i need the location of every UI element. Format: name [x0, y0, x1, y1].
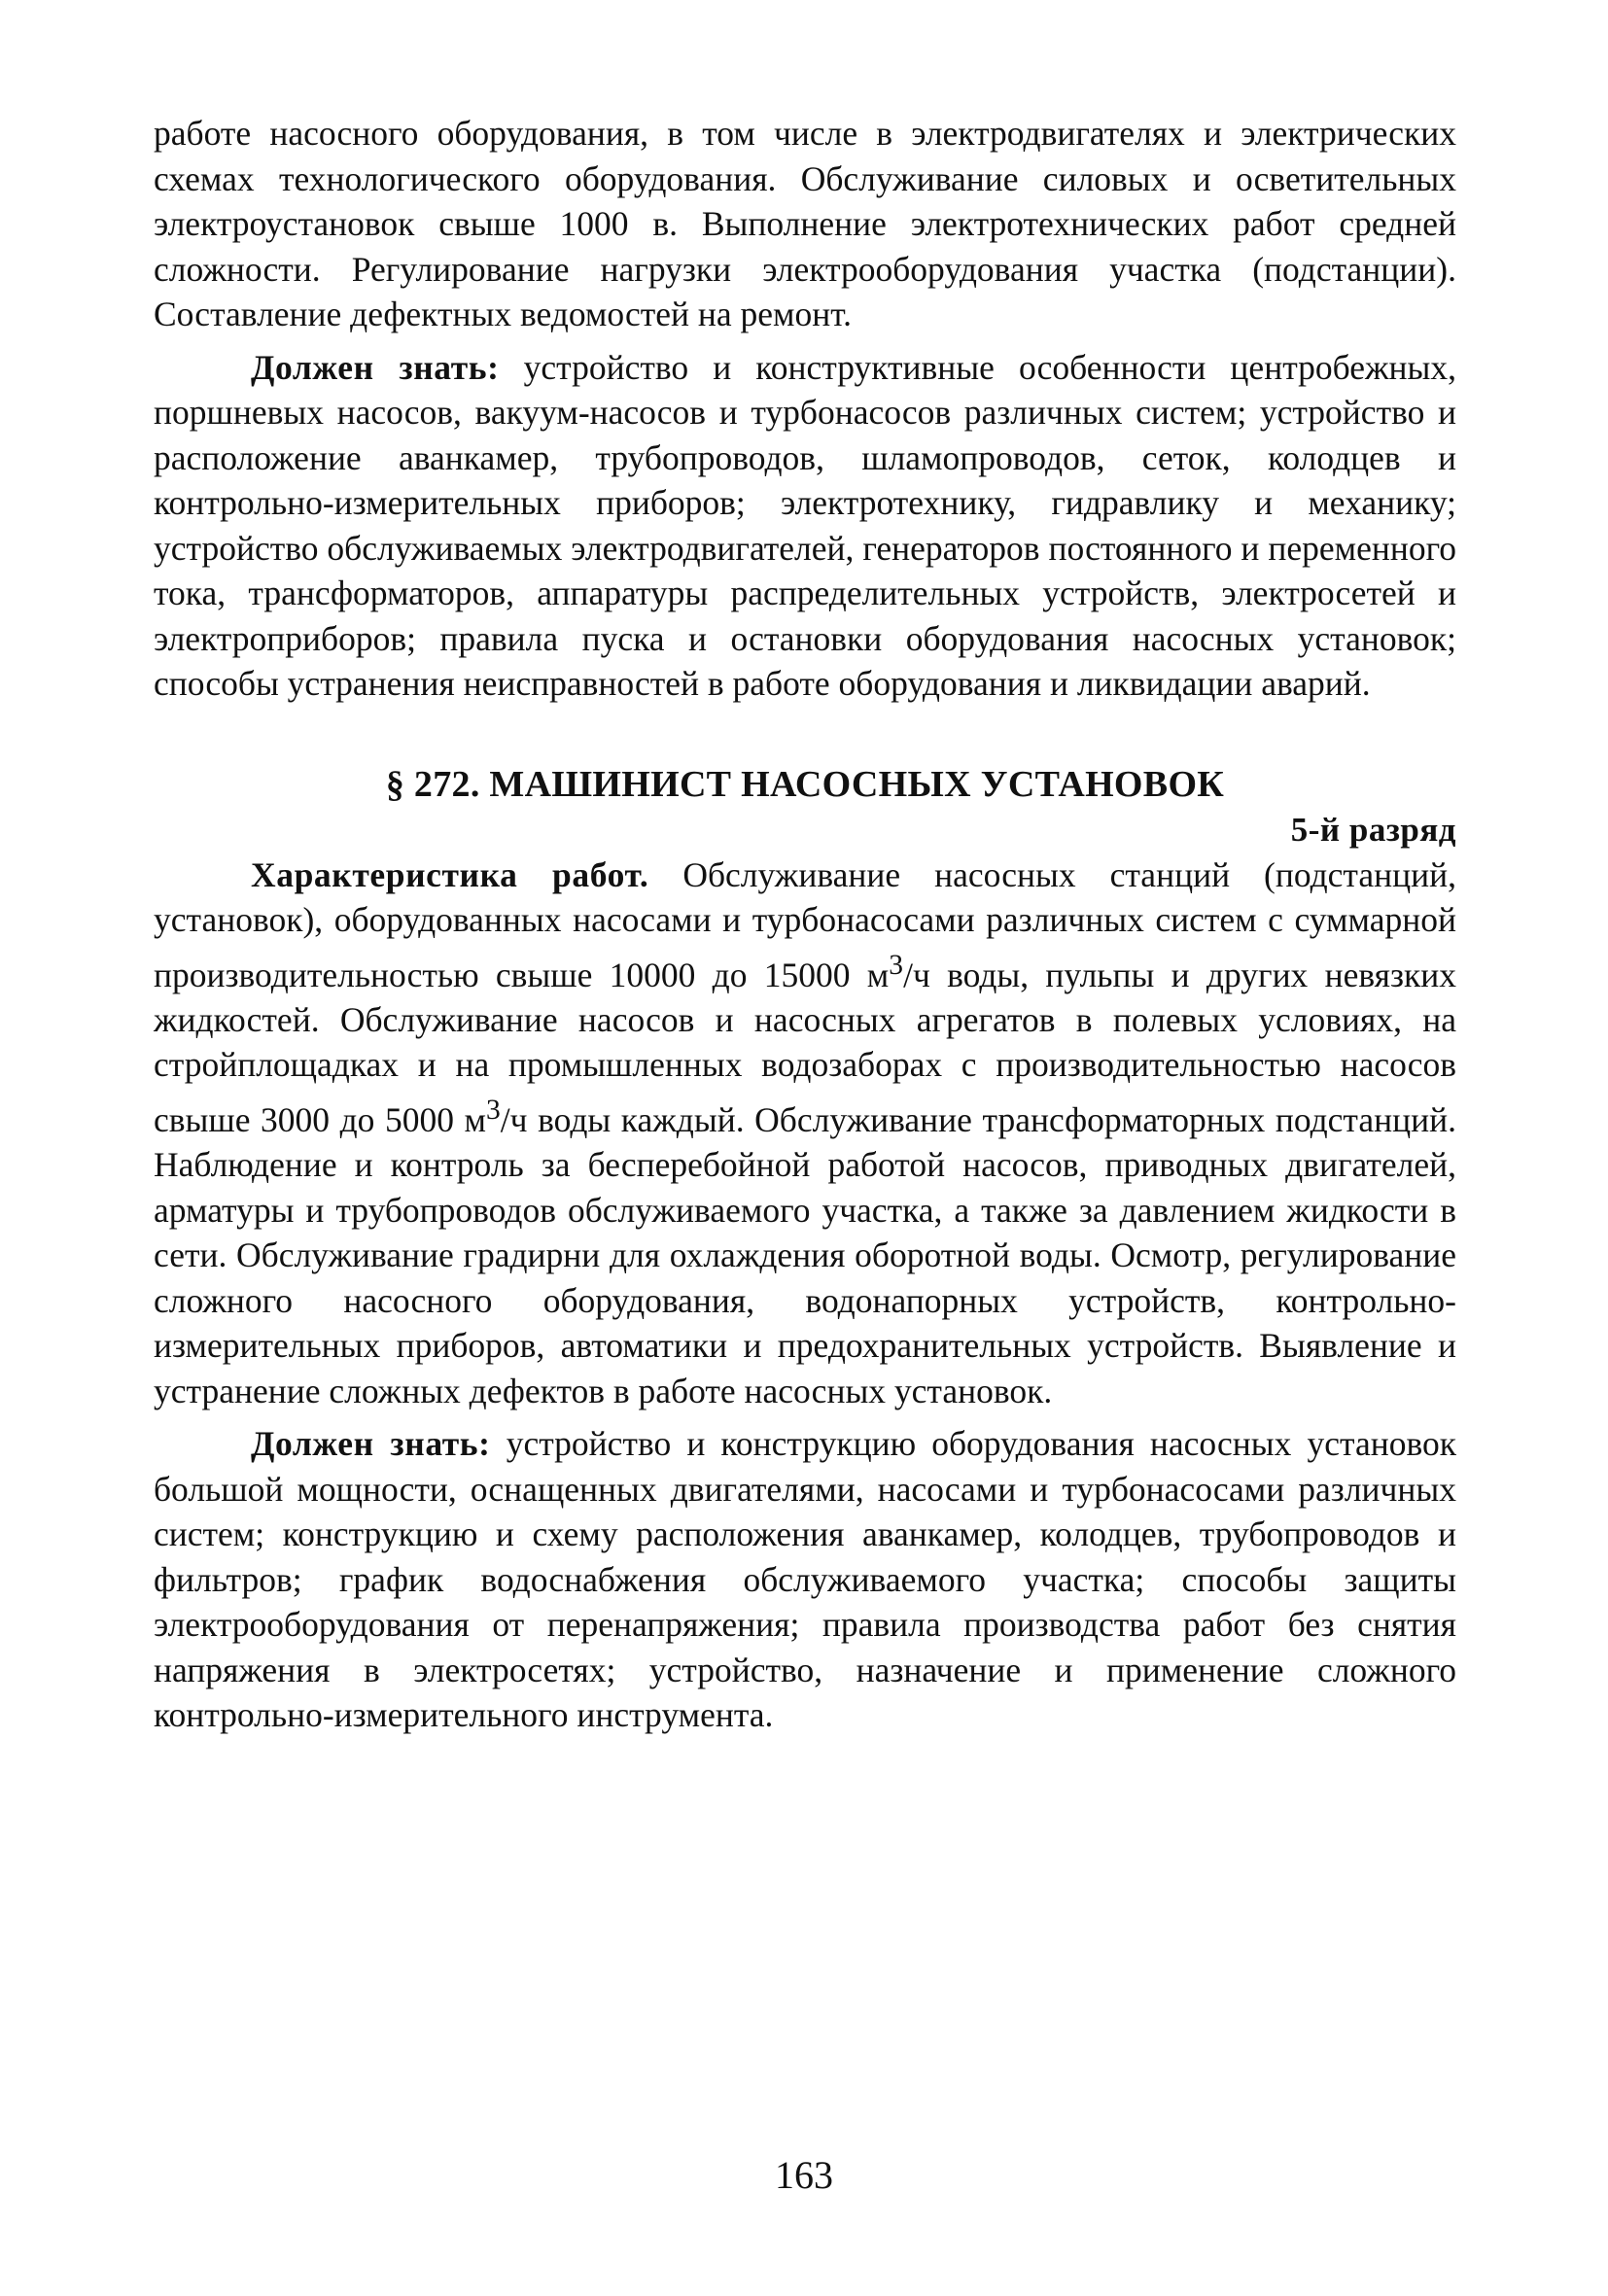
knowledge-label-2: Должен знать:: [251, 1424, 491, 1464]
page-number: 163: [775, 2153, 833, 2197]
section-title: § 272. МАШИНИСТ НАСОСНЫХ УСТАНОВОК: [385, 763, 1225, 805]
grade-label: 5-й разряд: [1290, 810, 1456, 849]
superscript-cube-2: 3: [486, 1094, 501, 1126]
characteristics-text-3: /ч воды каждый. Обслуживание трансформаторных подстанций. Наблюдение и контроль за бесперебойной работой насосов, приводных двигателей, арматуры и трубопроводов обслуживаемого участка, а также за давлением жидкости в сети. Обслуживание градирни для охлаждения оборотной воды. Осмотр, регулирование сложного насосного оборудования, водонапорных устройств, контрольно-измерительных приборов, автоматики и предохранительных устройств. Выявление и устранение сложных дефектов в работе насосных установок.: [154, 1099, 1456, 1410]
continuation-text: работе насосного оборудования, в том числе в электродвигателях и электрических схемах технологического оборудования. Обслуживание силовых и осветительных электроустановок свыше 1000 в. Выполнение электротехнических работ средней сложности. Регулирование нагрузки электрооборудования участка (подстанции). Составление дефектных ведомостей на ремонт.: [154, 114, 1456, 333]
characteristics-text-1: Обслуживание насосных станций (подстанций, установок), оборудованных насосами и турбонасосами различных систем с суммарной производительностью свыше 10000 до 15000 м: [154, 854, 1456, 994]
knowledge-text-2: устройство и конструкцию оборудования насосных установок большой мощности, оснащенных двигателями, насосами и турбонасосами различных систем; конструкцию и схему расположения аванкамер, колодцев, трубопроводов и фильтров; график водоснабжения обслуживаемого участка; способы защиты электрооборудования от перенапряжения; правила производства работ без снятия напряжения в электросетях; устройство, назначение и применение сложного контрольно-измерительного инструмента.: [154, 1424, 1456, 1735]
continuation-paragraph: [154, 111, 1456, 337]
characteristics-paragraph: [154, 852, 1456, 1414]
characteristics-text-2: /ч воды, пульпы и других невязких жидкостей. Обслуживание насосов и насосных агрегатов в полевых условиях, на стройплощадках и на промышленных водозаборах с производительностью насосов свыше 3000 до 5000 м: [154, 955, 1456, 1139]
knowledge-label-1: Должен знать:: [251, 347, 500, 387]
superscript-cube-1: 3: [889, 949, 904, 981]
characteristics-label: Характеристика работ.: [251, 854, 649, 894]
page-body: [154, 111, 1456, 1738]
knowledge-paragraph-1: [154, 345, 1456, 707]
knowledge-paragraph-2: [154, 1421, 1456, 1738]
knowledge-text-1: устройство и конструктивные особенности центробежных, поршневых насосов, вакуум-насосов и турбонасосов различных систем; устройство и расположение аванкамер, трубопроводов, шламопроводов, сеток, колодцев и контрольно-измерительных приборов; электротехнику, гидравлику и механику; устройство обслуживаемых электродвигателей, генераторов постоянного и переменного тока, трансформаторов, аппаратуры распределительных устройств, электросетей и электроприборов; правила пуска и остановки оборудования насосных установок; способы устранения неисправностей в работе оборудования и ликвидации аварий.: [154, 347, 1456, 703]
